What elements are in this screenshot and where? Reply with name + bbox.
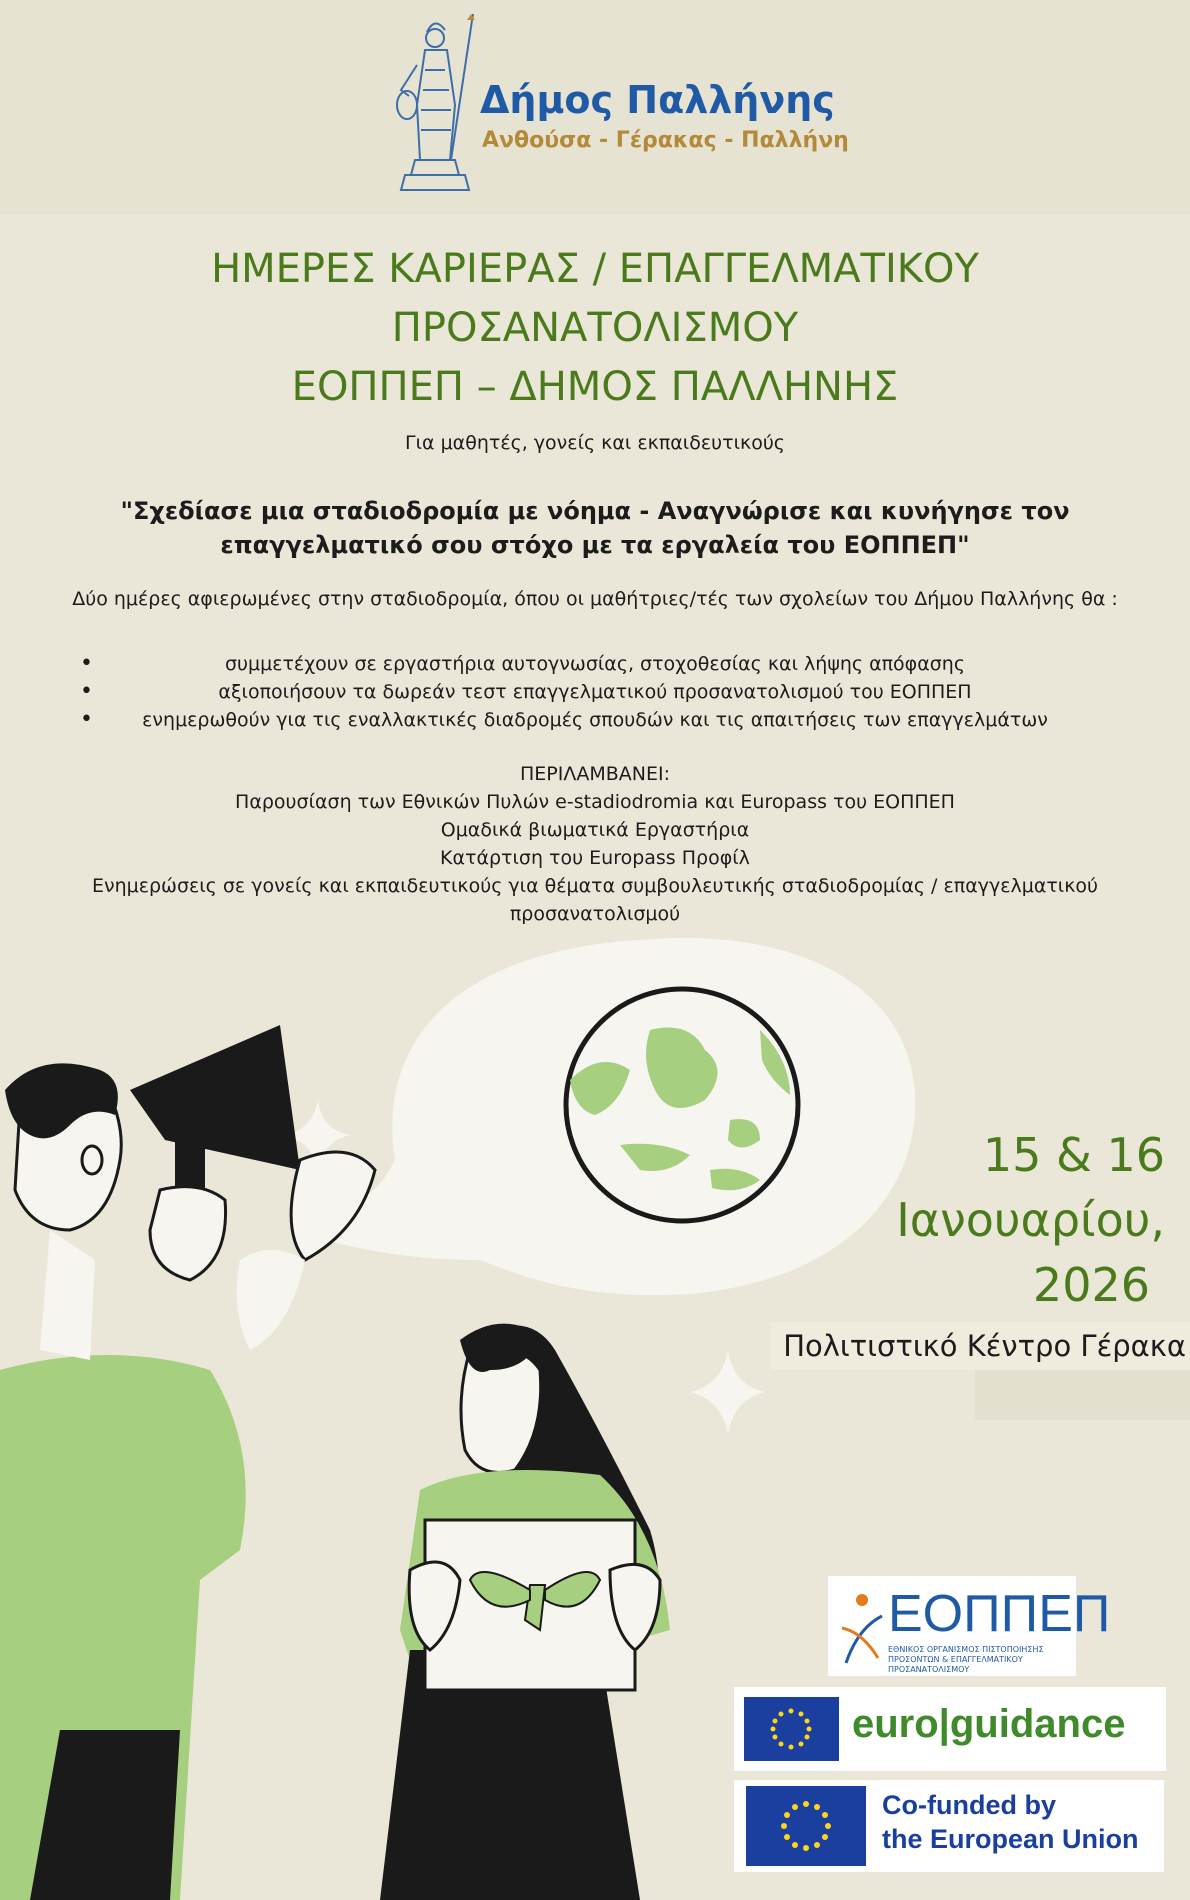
venue-backdrop [975,1370,1190,1420]
list-item: Κατάρτιση του Europass Προφίλ [440,847,750,869]
list-item: Παρουσίαση των Εθνικών Πυλών e-stadiodromia και Europass του ΕΟΠΠΕΠ [235,791,955,813]
includes-heading: ΠΕΡΙΛΑΜΒΑΝΕΙ: [520,763,670,785]
event-date-month: Ιανουαρίου, [896,1193,1165,1247]
megaphone-icon [130,1025,300,1170]
audience-text: Για μαθητές, γονείς και εκπαιδευτικούς [405,432,785,454]
eoppep-subtitle: ΕΘΝΙΚΟΣ ΟΡΓΑΝΙΣΜΟΣ ΠΙΣΤΟΠΟΙΗΣΗΣ ΠΡΟΣΟΝΤΩΝ & ΕΠΑΓΓΕΛΜΑΤΙΚΟΥ ΠΡΟΣΑΝΑΤΟΛΙΣΜΟΥ [888,1645,1044,1674]
euroguidance-wordmark: euro|guidance [852,1702,1126,1746]
athena-statue-icon [395,10,485,198]
logo-title: Δήμος Παλλήνης [480,78,835,122]
sparkle-icon [690,1350,765,1435]
title-line: ΗΜΕΡΕΣ ΚΑΡΙΕΡΑΣ / ΕΠΑΓΓΕΛΜΑΤΙΚΟΥ [211,246,979,292]
includes-section [60,760,1130,928]
event-date-year: 2026 [1032,1258,1150,1312]
list-item: • ενημερωθούν για τις εναλλακτικές διαδρομές σπουδών και τις απαιτήσεις των επαγγελμάτων [80,706,1110,734]
title-line: ΕΟΠΠΕΠ – ΔΗΜΟΣ ΠΑΛΛΗΝΗΣ [291,364,899,410]
list-item: • αξιοποιήσουν τα δωρεάν τεστ επαγγελματικού προσανατολισμού του ΕΟΠΠΕΠ [80,678,1110,706]
event-venue: Πολιτιστικό Κέντρο Γέρακα [770,1322,1190,1370]
cofunded-line1: Co-funded by [882,1790,1056,1820]
list-item: προσανατολισμού [509,903,681,925]
eoppep-wordmark: ΕΟΠΠΕΠ [888,1585,1111,1643]
cofunded-line2: the European Union [882,1824,1139,1854]
slogan-line: επαγγελματικό σου στόχο με τα εργαλεία του ΕΟΠΠΕΠ" [220,531,970,559]
list-item: Ενημερώσεις σε γονείς και εκπαιδευτικούς για θέματα συμβουλευτικής σταδιοδρομίας / επαγγελματικού [91,875,1099,897]
event-date-days: 15 & 16 [982,1128,1165,1182]
page-title [90,240,1100,417]
activity-list [80,650,1110,734]
globe-icon [566,989,798,1221]
slogan [120,494,1070,562]
eu-flag-icon [746,1786,866,1866]
slogan-line: "Σχεδίασε μια σταδιοδρομία με νόημα - Αναγνώρισε και κυνήγησε τον [120,497,1070,525]
list-item: • συμμετέχουν σε εργαστήρια αυτογνωσίας, στοχοθεσίας και λήψης απόφασης [80,650,1110,678]
man-figure [0,1025,375,1900]
woman-figure [380,1324,670,1900]
eoppep-figure-icon [838,1588,886,1668]
list-item: Ομαδικά βιωματικά Εργαστήρια [440,819,750,841]
intro-text: Δύο ημέρες αφιερωμένες στην σταδιοδρομία, όπου οι μαθήτριες/τές των σχολείων του Δήμου Παλλήνης θα : [72,588,1118,610]
eu-flag-icon [744,1697,839,1761]
logo-subtitle: Ανθούσα - Γέρακας - Παλλήνη [482,128,849,153]
title-line: ΠΡΟΣΑΝΑΤΟΛΙΣΜΟΥ [391,305,799,351]
